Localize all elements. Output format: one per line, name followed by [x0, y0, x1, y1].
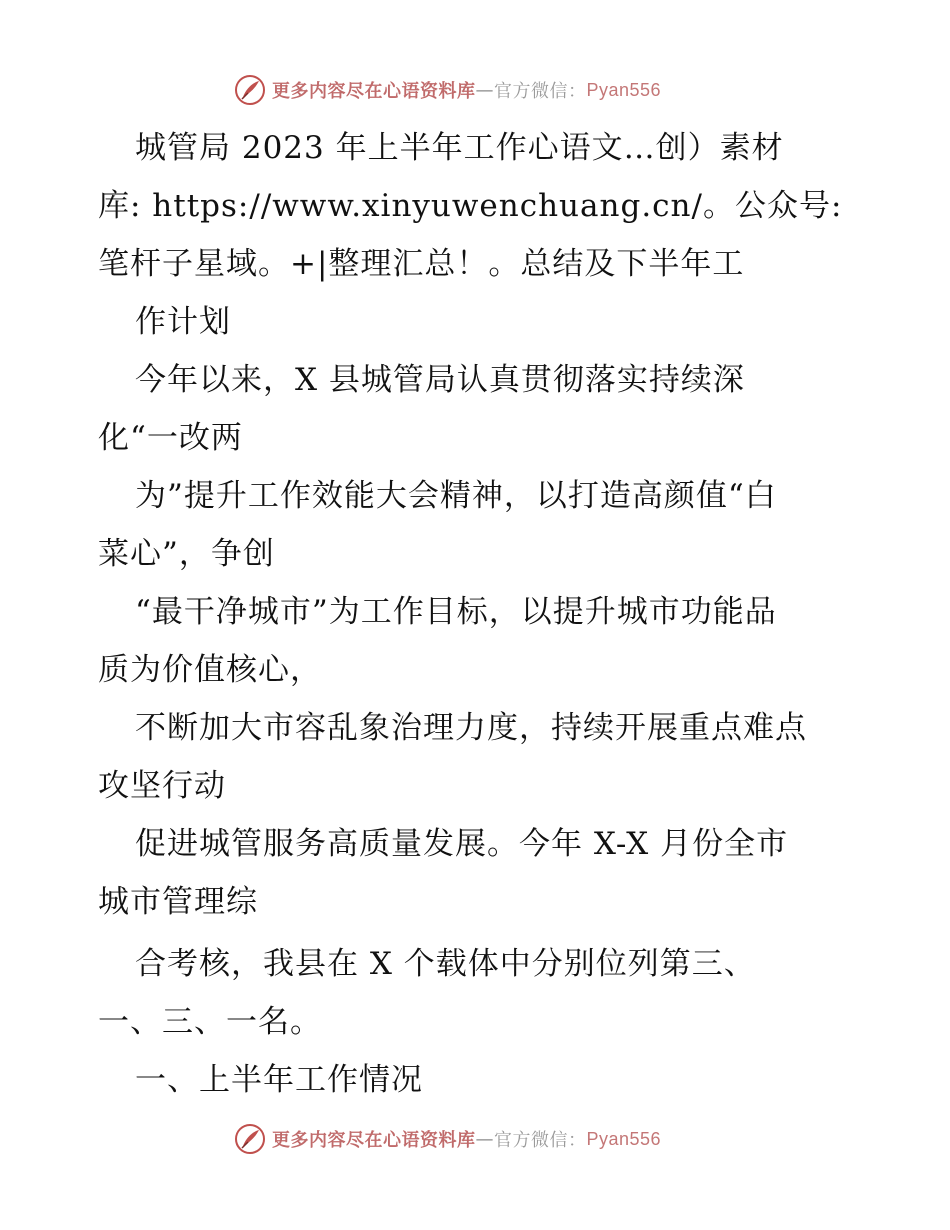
doc-line: 质为价值核心，: [98, 652, 322, 688]
doc-line: “最干净城市”为工作目标，以提升城市功能品: [135, 594, 777, 630]
banner-wechat-label: 官方微信：: [494, 81, 587, 102]
doc-line: 今年以来，X 县城管局认真贯彻落实持续深: [135, 362, 745, 398]
banner-slogan: 更多内容尽在心语资料库: [272, 1130, 476, 1151]
banner-separator: —: [475, 79, 494, 101]
doc-line: 城管局 2023 年上半年工作心语文…创）素材: [135, 130, 784, 166]
section-heading: 一、上半年工作情况: [135, 1062, 423, 1098]
banner-wechat-account: Pyan556: [586, 79, 662, 100]
banner-separator: —: [475, 1128, 494, 1150]
doc-line: 不断加大市容乱象治理力度，持续开展重点难点: [135, 710, 807, 746]
doc-line: 为”提升工作效能大会精神，以打造高颜值“白: [135, 478, 777, 514]
footer-watermark-banner: [234, 1122, 661, 1156]
banner-wechat-account: Pyan556: [586, 1128, 662, 1149]
doc-line: 城市管理综: [98, 884, 258, 920]
doc-line: 作计划: [135, 304, 231, 340]
quill-logo-icon: [234, 1123, 266, 1155]
banner-wechat-label: 官方微信：: [494, 1130, 587, 1151]
doc-line: 合考核，我县在 X 个载体中分别位列第三、: [135, 946, 756, 982]
doc-line: 攻坚行动: [98, 768, 226, 804]
doc-line: 促进城管服务高质量发展。今年 X-X 月份全市: [135, 826, 789, 862]
doc-line: 一、三、一名。: [98, 1004, 322, 1040]
doc-line: 化“一改两: [98, 420, 243, 456]
banner-slogan: 更多内容尽在心语资料库: [272, 81, 476, 102]
doc-line: 菜心”，争创: [98, 536, 275, 572]
doc-line: 库: https://www.xinyuwenchuang.cn/。公众号:: [98, 188, 843, 224]
doc-line: 笔杆子星域。+|整理汇总！。总结及下半年工: [98, 246, 745, 282]
